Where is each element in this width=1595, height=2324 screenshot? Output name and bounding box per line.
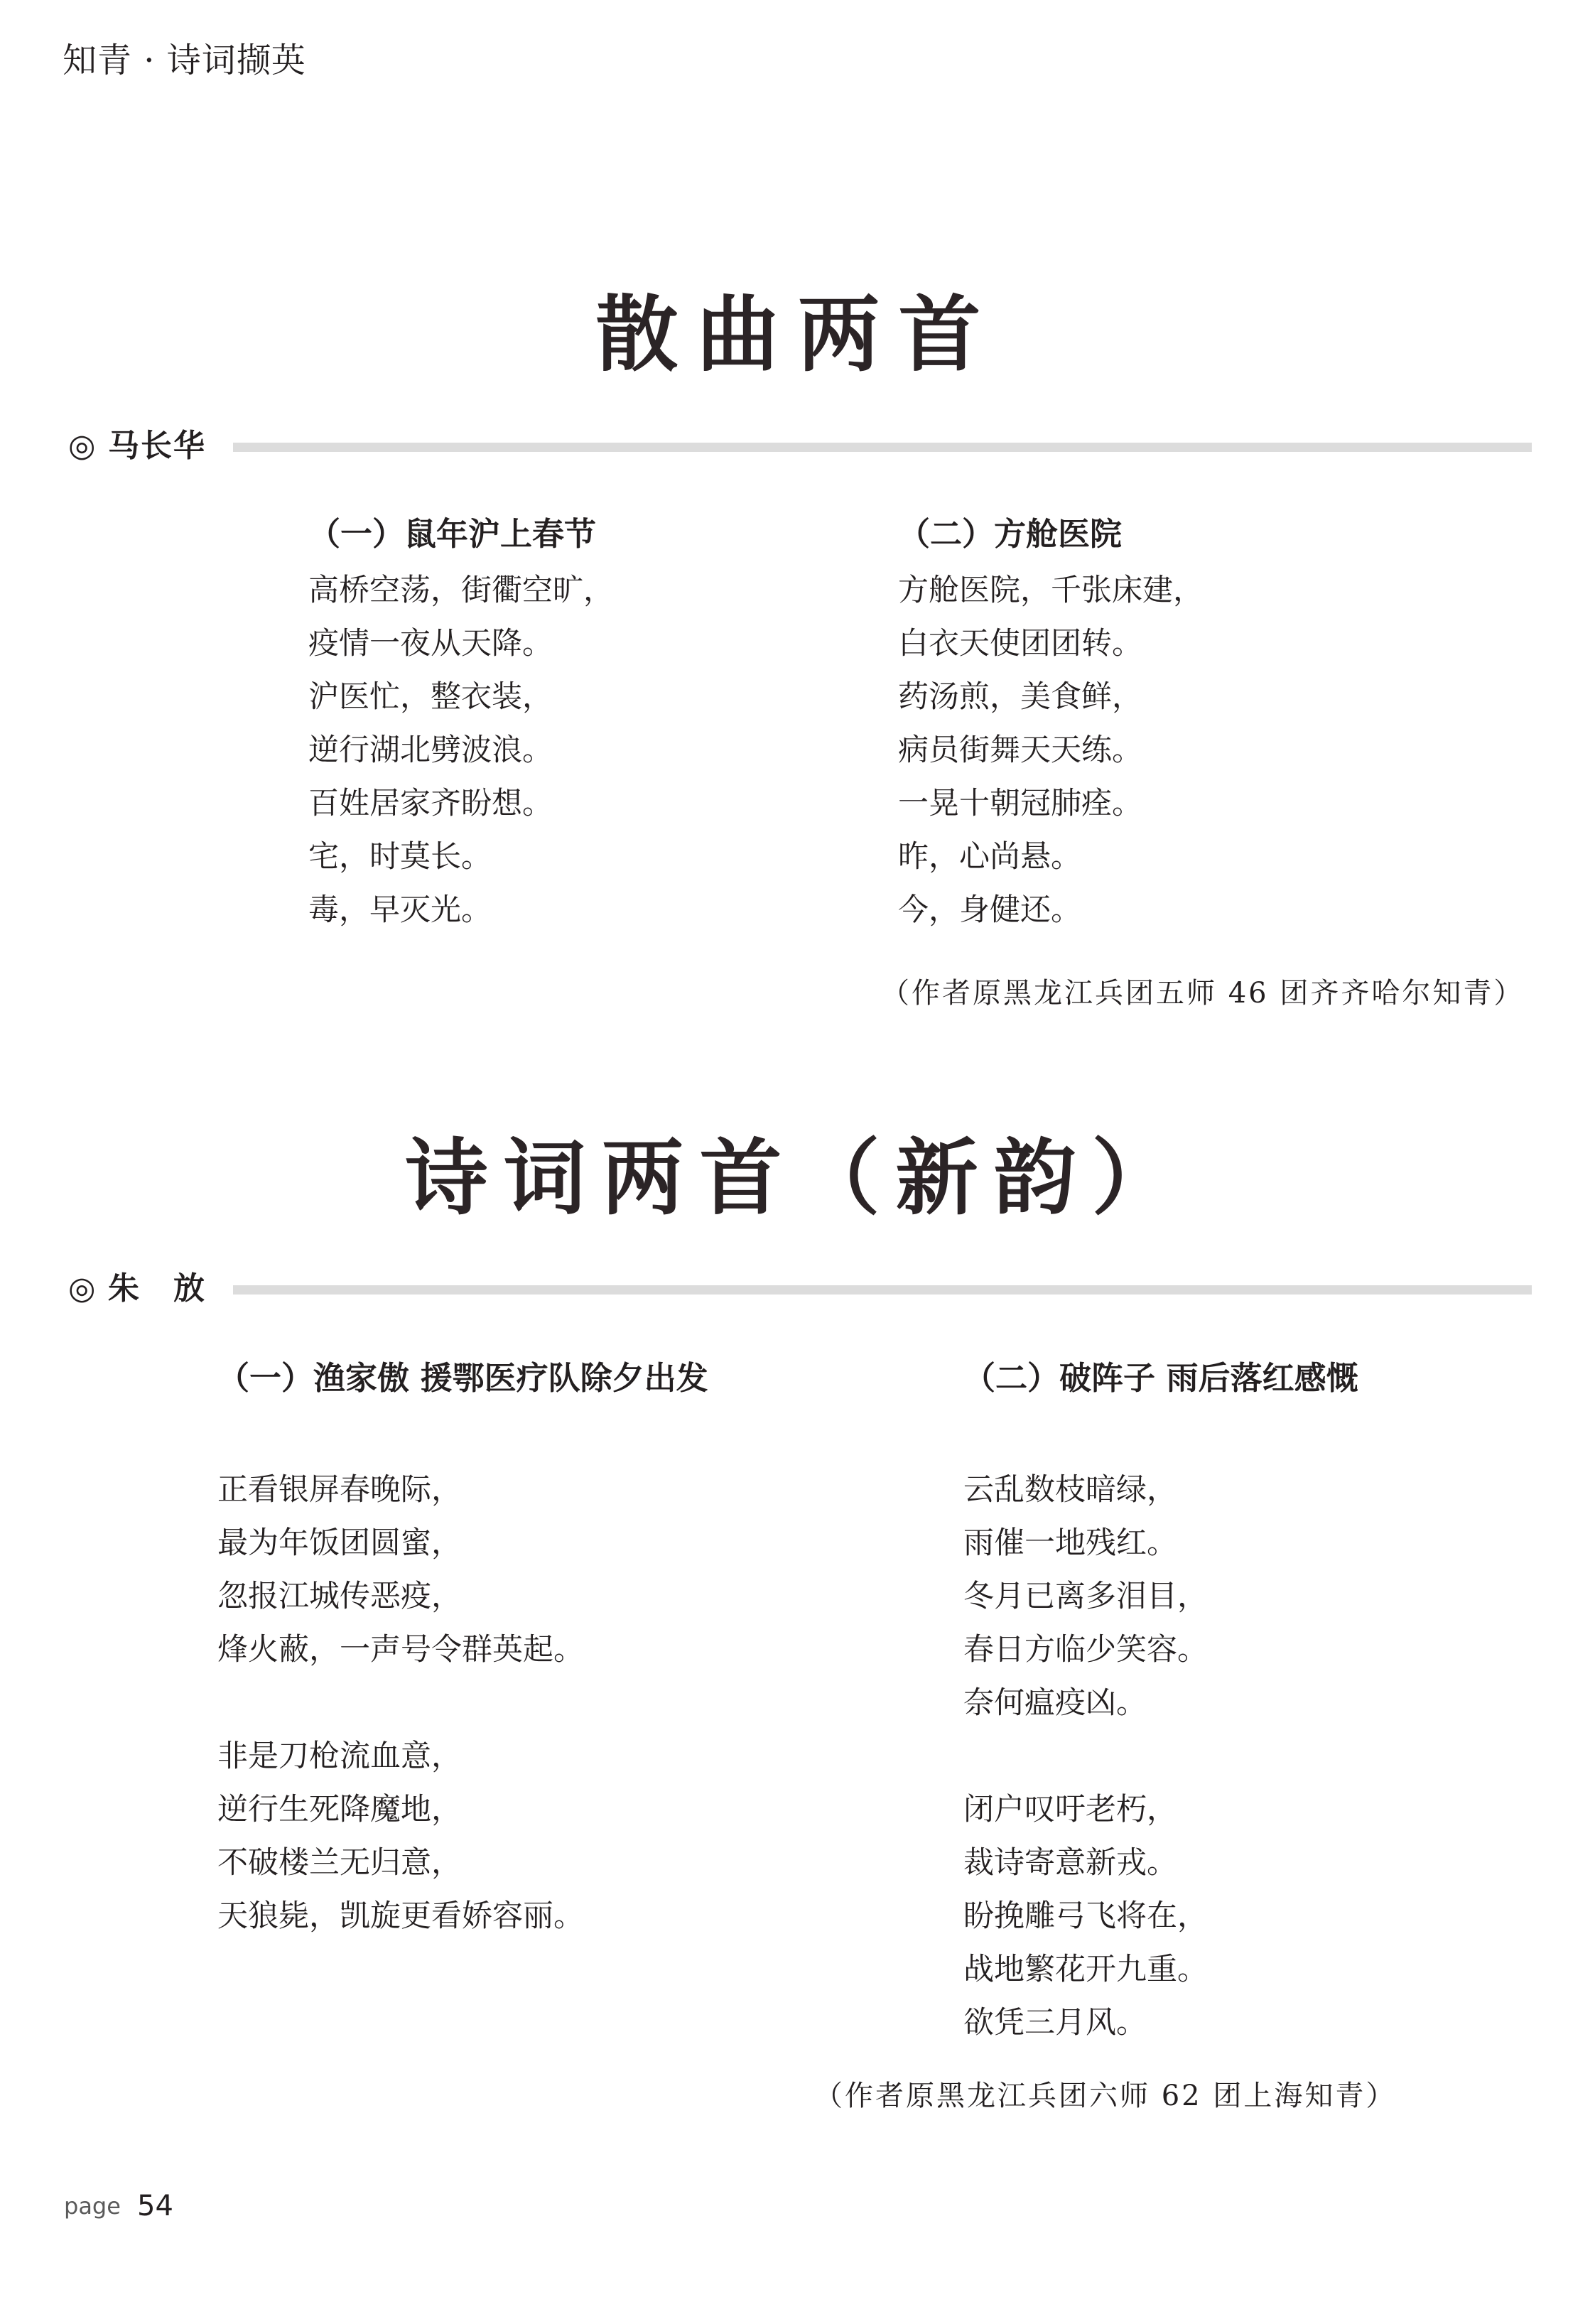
poem-line: 疫情一夜从天降。 <box>308 626 553 661</box>
section2-author: 朱 放 <box>108 1270 206 1307</box>
section2-author-note: （作者原黑龙江兵团六师 62 团上海知青） <box>814 2080 1397 2112</box>
poem-line: 烽火蔽，一声号令群英起。 <box>217 1632 584 1668</box>
divider-rule <box>233 1285 1532 1295</box>
poem-line: 百姓居家齐盼想。 <box>308 786 553 821</box>
poem-line: 今，身健还。 <box>898 892 1081 928</box>
page-footer <box>64 2190 173 2230</box>
page-number: 54 <box>137 2190 173 2222</box>
divider-rule <box>233 443 1532 452</box>
poem-line: 方舱医院，千张床建， <box>898 573 1204 608</box>
poem-line: 一晃十朝冠肺痊。 <box>898 786 1142 821</box>
poem-line: 云乱数枝暗绿， <box>963 1472 1177 1508</box>
poem-line: 药汤煎，美食鲜， <box>898 679 1142 715</box>
section1-author-row <box>68 425 1532 467</box>
poem-po-zhen-zi <box>963 1357 1358 2050</box>
poem-title: （一）鼠年沪上春节 <box>308 515 597 553</box>
poem-line: 白衣天使团团转。 <box>898 626 1142 661</box>
stanza-gap <box>217 1677 708 1730</box>
poem-line: 天狼毙，凯旋更看娇容丽。 <box>217 1898 584 1934</box>
bullet-icon: ◎ <box>68 428 96 464</box>
poem-shu-nian-hu-shang-chun-jie <box>308 513 614 937</box>
poem-line: 最为年饭团圆蜜， <box>217 1525 462 1561</box>
poem-line: 春日方临少笑容。 <box>963 1632 1208 1668</box>
poem-line: 病员街舞天天练。 <box>898 733 1142 768</box>
poem-line: 宅，时莫长。 <box>308 839 492 875</box>
bullet-icon: ◎ <box>68 1270 96 1307</box>
poem-title: （二）方舱医院 <box>898 515 1123 553</box>
poem-title: （二）破阵子 雨后落红感慨 <box>963 1359 1358 1397</box>
poem-line: 逆行湖北劈波浪。 <box>308 733 553 768</box>
section1-title: 散曲两首 <box>595 287 1000 383</box>
section2-author-row <box>68 1268 1532 1310</box>
page-label: page <box>64 2193 121 2220</box>
poem-line: 沪医忙，整衣装， <box>308 679 553 715</box>
poem-line: 毒，早灭光。 <box>308 892 492 928</box>
poem-yu-jia-ao <box>217 1357 708 1943</box>
poem-line: 盼挽雕弓飞将在， <box>963 1898 1208 1934</box>
poem-line: 非是刀枪流血意， <box>217 1739 462 1774</box>
poem-title: （一）渔家傲 援鄂医疗队除夕出发 <box>217 1359 708 1397</box>
poem-line: 冬月已离多泪目， <box>963 1579 1208 1614</box>
poem-line: 昨，心尚悬。 <box>898 839 1081 875</box>
section1-author: 马长华 <box>108 428 206 464</box>
poem-line: 雨催一地残红。 <box>963 1525 1177 1561</box>
section2-title: 诗词两首（新韵） <box>405 1130 1190 1226</box>
poem-line: 正看银屏春晚际， <box>217 1472 462 1508</box>
poem-line: 欲凭三月风。 <box>963 2005 1147 2041</box>
column-header: 知青 · 诗词撷英 <box>63 40 306 80</box>
poem-line: 裁诗寄意新戎。 <box>963 1845 1177 1881</box>
poem-line: 闭户叹吁老朽， <box>963 1792 1177 1827</box>
poem-line: 不破楼兰无归意， <box>217 1845 462 1881</box>
poem-line: 高桥空荡，街衢空旷， <box>308 573 614 608</box>
poem-fang-cang-yi-yuan <box>898 513 1204 937</box>
poem-line: 奈何瘟疫凶。 <box>963 1685 1147 1721</box>
stanza-gap <box>963 1730 1358 1783</box>
poem-line: 忽报江城传恶疫， <box>217 1579 462 1614</box>
poem-line: 逆行生死降魔地， <box>217 1792 462 1827</box>
section1-author-note: （作者原黑龙江兵团五师 46 团齐齐哈尔知青） <box>881 977 1525 1010</box>
poem-line: 战地繁花开九重。 <box>963 1952 1208 1987</box>
